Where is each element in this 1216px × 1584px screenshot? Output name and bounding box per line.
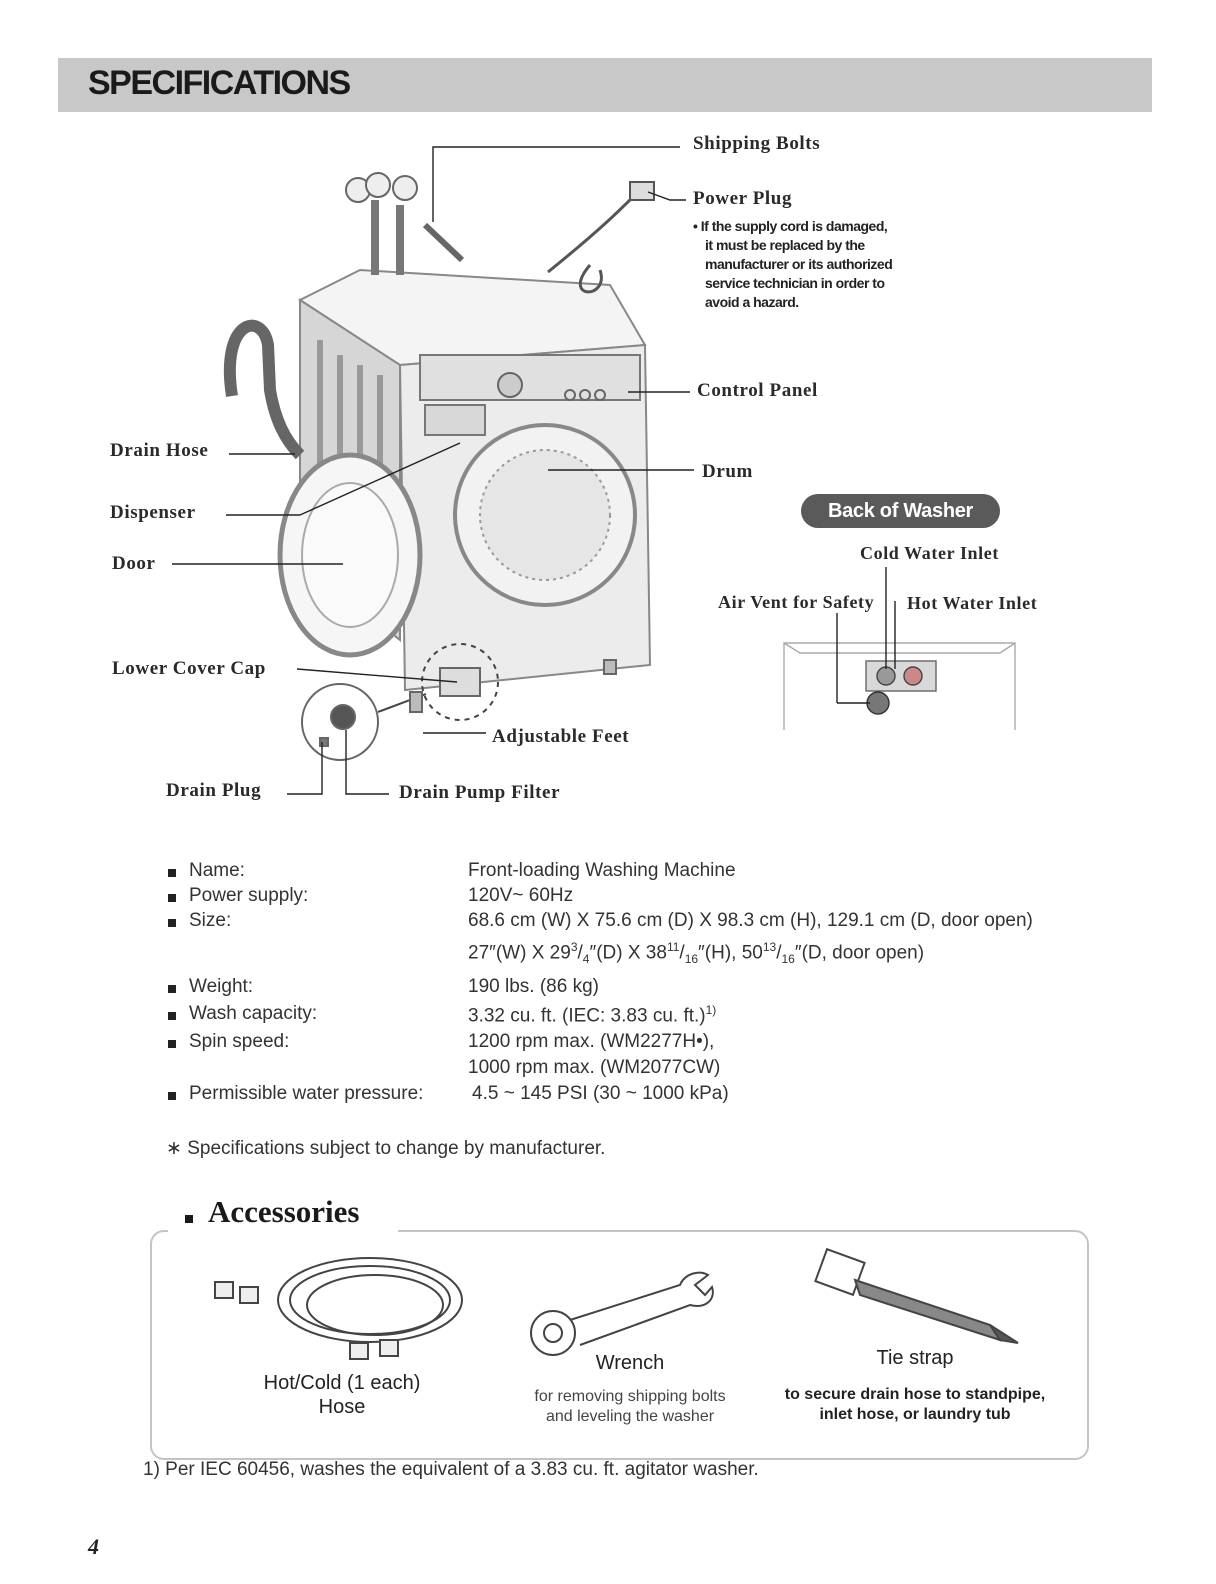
power-plug-note: • If the supply cord is damaged, it must be replaced by the manufacturer or its authorized service technician in order to avoid a hazard. [693,218,893,310]
spec-value: 3.32 cu. ft. (IEC: 3.83 cu. ft.)$^{1)}$ [468,1003,717,1027]
tie-strap-label: Tie strap [876,1347,954,1369]
back-of-washer-diagram [770,565,1030,735]
back-of-washer-badge: Back of Washer [801,494,1000,528]
spec-value: 4.5 ~ 145 PSI (30 ~ 1000 kPa) [472,1083,729,1104]
spec-label: Weight: [189,976,254,997]
tie-strap-icon [815,1249,1018,1343]
wrench-description: for removing shipping bolts and leveling the washer [534,1388,726,1425]
spec-value: 68.6 cm (W) X 75.6 cm (D) X 98.3 cm (H), 129.1 cm (D, door open) [468,910,1033,931]
dispenser-label: Dispenser [110,502,196,523]
spec-label: Power supply: [189,885,309,906]
spec-disclaimer: ∗ Specifications subject to change by manufacturer. [166,1138,606,1159]
bullet-icon [168,869,176,877]
drain-pump-filter-label: Drain Pump Filter [399,782,561,803]
door-label: Door [112,553,156,574]
page-number: 4 [88,1534,99,1559]
wrench-label: Wrench [595,1352,665,1374]
bullet-icon [168,1092,176,1100]
wrench-icon [531,1273,713,1355]
bullet-icon [168,985,176,993]
spec-value: 190 lbs. (86 kg) [468,976,599,997]
spec-label: Spin speed: [189,1031,290,1052]
drain-hose-label: Drain Hose [110,440,209,461]
air-vent-label: Air Vent for Safety [718,592,875,612]
spec-value: Front-loading Washing Machine [468,860,736,881]
dispenser-drawer [425,405,485,435]
adjustable-feet-label: Adjustable Feet [492,726,630,747]
cold-water-inlet-label: Cold Water Inlet [860,543,999,563]
drum-label: Drum [702,461,753,482]
tie-strap-description: to secure drain hose to standpipe, inlet hose, or laundry tub [784,1386,1046,1423]
drain-plug-label: Drain Plug [166,780,262,801]
page-title: SPECIFICATIONS [88,64,350,102]
lower-cover-cap-label: Lower Cover Cap [112,658,266,679]
hot-water-inlet-label: Hot Water Inlet [907,593,1038,613]
footnote: 1) Per IEC 60456, washes the equivalent of a 3.83 cu. ft. agitator washer. [143,1459,759,1480]
spec-label: Permissible water pressure: [189,1083,424,1104]
bullet-icon [185,1215,193,1223]
hose-label: Hot/Cold (1 each) Hose [263,1372,421,1418]
spec-value: 1200 rpm max. (WM2277H•), [468,1031,715,1052]
bullet-icon [168,1012,176,1020]
hose-icon [278,1258,462,1342]
spec-value-imperial: 27″(W) X $29^3/_4''(D)$ X $38^{11}/_{16}''(H)$, $50^{13}/_{16}''(D$, door open) [468,940,925,967]
spec-label: Name: [189,860,245,881]
control-panel-strip [420,355,640,400]
bullet-icon [168,919,176,927]
spec-value: 120V~ 60Hz [468,885,574,906]
power-plug-label: Power Plug [693,188,793,209]
spec-label: Wash capacity: [189,1003,318,1024]
shipping-bolts-label: Shipping Bolts [693,133,821,154]
control-panel-label: Control Panel [697,380,818,401]
spec-label: Size: [189,910,232,931]
spec-value: 1000 rpm max. (WM2077CW) [468,1057,721,1078]
accessories-title: Accessories [208,1194,360,1229]
bullet-icon [168,1040,176,1048]
bullet-icon [168,894,176,902]
